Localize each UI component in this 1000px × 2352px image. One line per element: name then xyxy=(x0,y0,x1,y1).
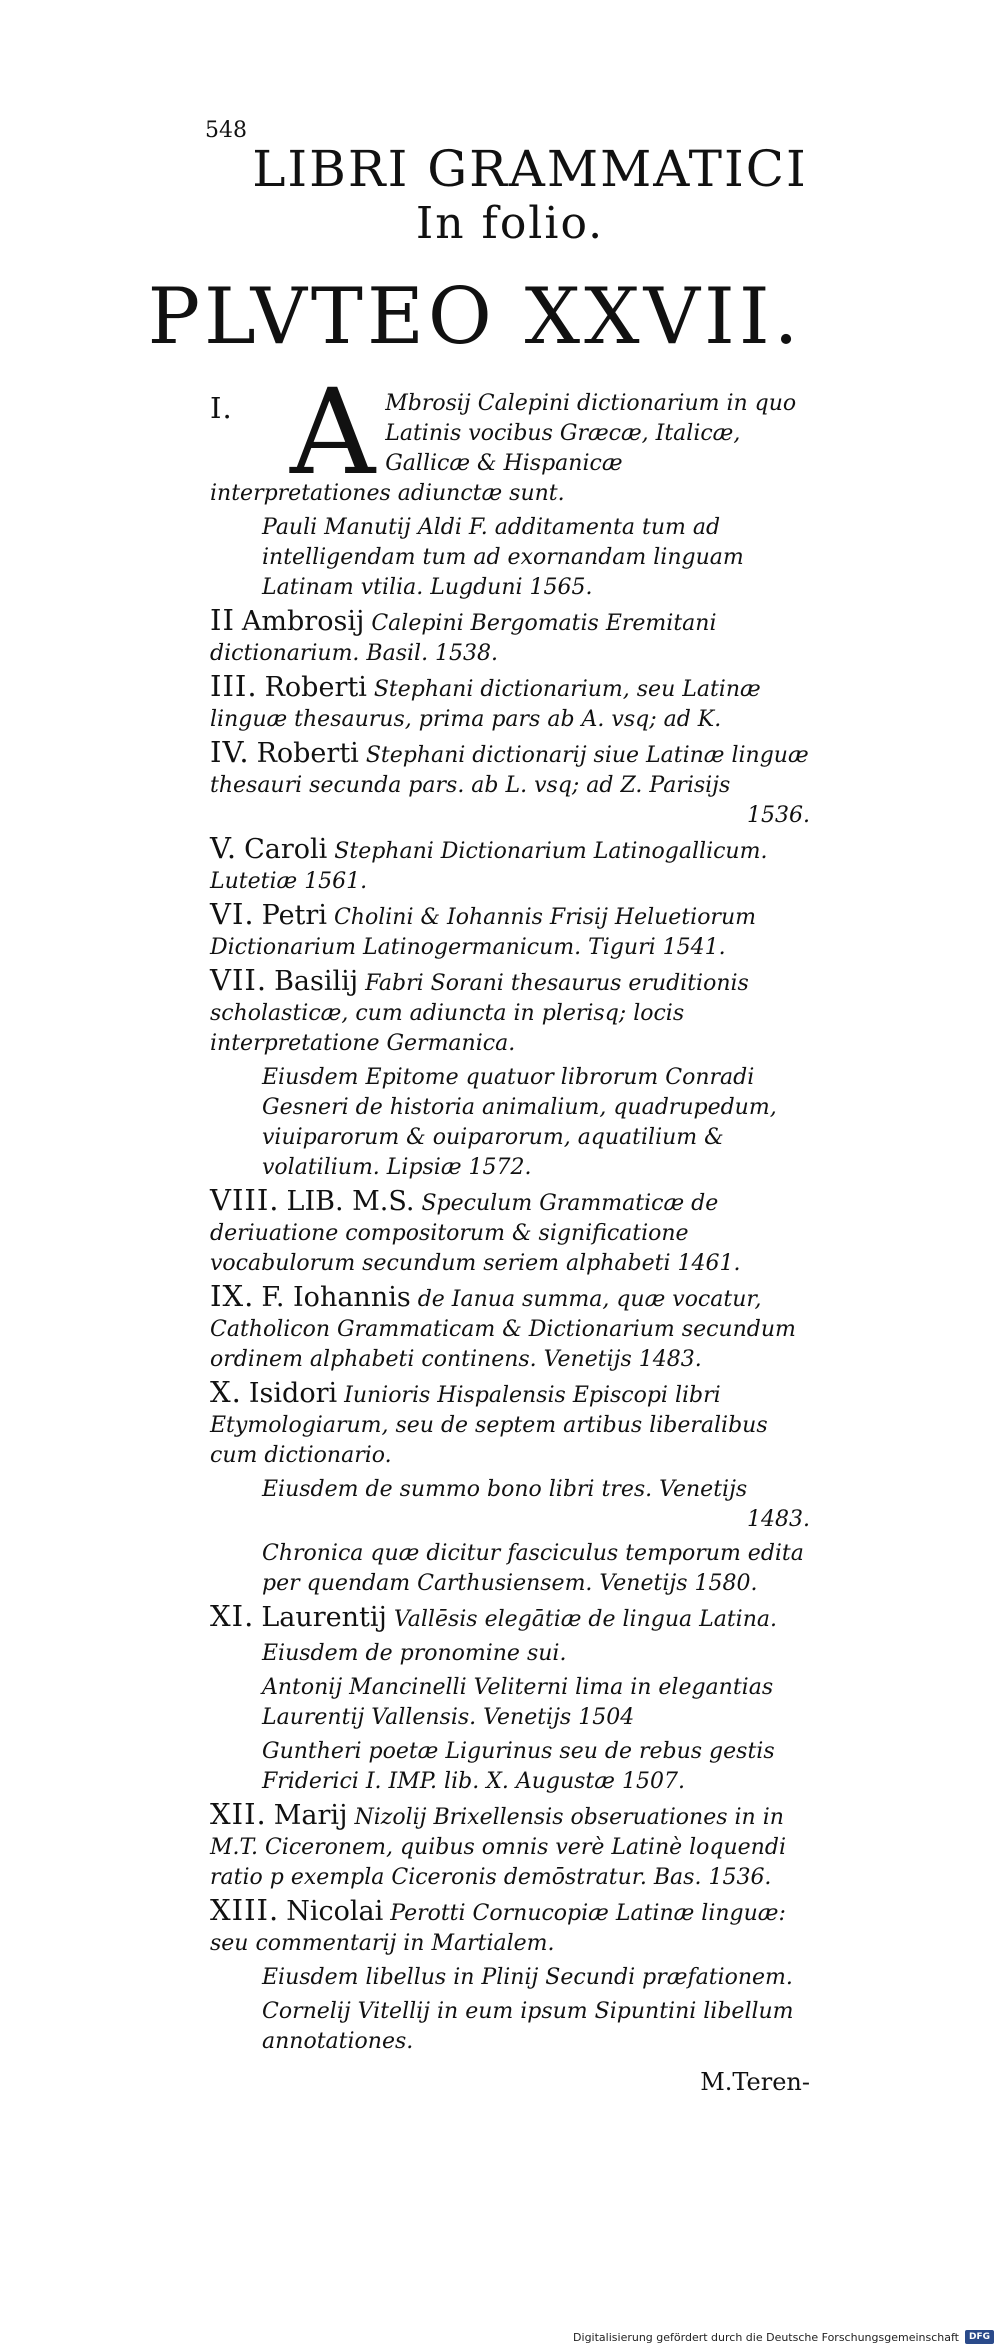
digitization-footer xyxy=(573,2330,994,2344)
sub-entry: Pauli Manutij Aldi F. additamenta tum ad intelligendam tum ad exornandam linguam Latinam vtilia. Lugduni 1565. xyxy=(262,515,744,600)
entry-text: Speculum Grammaticæ de deriuatione compositorum & significatione vocabulorum secundum seriem alphabeti 1461. xyxy=(210,1191,741,1276)
entry-number: VIII. xyxy=(210,1183,280,1217)
entry-author: Basilij xyxy=(274,966,359,997)
entry-number: III. xyxy=(210,669,258,703)
entry-text: Mbrosij Calepini dictionarium in quo Latinis vocibus Græcæ, Italicæ, Gallicæ & Hispanicæ interpretationes adiunctæ sunt. xyxy=(210,391,797,506)
entry-number: IX. xyxy=(210,1279,255,1313)
entry-author: Marij xyxy=(273,1800,348,1831)
catalogue-entry xyxy=(210,833,810,897)
catalogue-entry xyxy=(210,671,810,735)
catalogue-entry xyxy=(210,1601,810,1635)
sub-entry-text: Eiusdem de summo bono libri tres. Venetijs xyxy=(262,1477,748,1502)
sub-entry: Eiusdem Epitome quatuor librorum Conradi Gesneri de historia animalium, quadrupedum, viuiparorum & ouiparorum, aquatilium & volatilium. Lipsiæ 1572. xyxy=(262,1065,777,1180)
footer-text: Digitalisierung gefördert durch die Deutsche Forschungsgemeinschaft xyxy=(573,2330,959,2344)
dfg-logo-icon: DFG xyxy=(965,2330,994,2344)
catalogue-body xyxy=(210,363,810,2097)
drop-cap: A xyxy=(290,363,376,501)
entry-author: Roberti xyxy=(256,738,359,769)
entry-number: XII. xyxy=(210,1797,267,1831)
entry-author: Roberti xyxy=(264,672,367,703)
shelf-heading: PLVTEO XXVII. xyxy=(147,272,803,362)
catalogue-entry xyxy=(210,737,810,831)
sub-entry: Eiusdem libellus in Plinij Secundi præfationem. xyxy=(262,1965,793,1990)
entry-number: XI. xyxy=(210,1599,255,1633)
entry-author: F. Iohannis xyxy=(261,1282,411,1313)
entry-text: Stephani dictionarij siue Latinæ linguæ thesauri secunda pars. ab L. vsq; ad Z. Parisijs xyxy=(210,743,809,798)
entry-text: de Ianua summa, quæ vocatur, Catholicon Grammaticam & Dictionarium secundum ordinem alphabeti continens. Venetijs 1483. xyxy=(210,1287,796,1372)
entry-text: Iunioris Hispalensis Episcopi libri Etymologiarum, seu de septem artibus liberalibus cum dictionario. xyxy=(210,1383,768,1468)
catalogue-entry xyxy=(210,899,810,963)
entry-author: Laurentij xyxy=(261,1602,387,1633)
sub-entry: Antonij Mancinelli Veliterni lima in elegantias Laurentij Vallensis. Venetijs 1504 xyxy=(262,1675,774,1730)
format-subtitle: In folio. xyxy=(415,198,605,249)
entry-author: Isidori xyxy=(248,1378,338,1409)
catalogue-entry xyxy=(210,605,810,669)
entry-author: Caroli xyxy=(244,834,328,865)
catalogue-entry xyxy=(210,363,810,509)
entry-year: 1483. xyxy=(747,1507,810,1532)
entry-number: IV. xyxy=(210,735,250,769)
catchword: M.Teren- xyxy=(700,2068,810,2096)
entry-number: VI. xyxy=(210,897,255,931)
sub-entry: Cornelij Vitellij in eum ipsum Sipuntini libellum annotationes. xyxy=(262,1999,794,2054)
catalogue-entry xyxy=(210,1281,810,1375)
entry-number: II xyxy=(210,603,235,637)
entry-text: Vallēsis elegātiæ de lingua Latina. xyxy=(393,1607,777,1632)
entry-number: XIII. xyxy=(210,1893,280,1927)
sub-entry: Eiusdem de pronomine sui. xyxy=(262,1641,567,1666)
entry-author: Petri xyxy=(261,900,327,931)
entry-number: VII. xyxy=(210,963,268,997)
catalogue-entry xyxy=(210,965,810,1059)
entry-author: Ambrosij xyxy=(241,606,365,637)
page-number: 548 xyxy=(205,118,247,143)
section-title: LIBRI GRAMMATICI xyxy=(252,140,808,198)
catalogue-entry xyxy=(210,1799,810,1893)
entry-text: Stephani dictionarium, seu Latinæ linguæ thesaurus, prima pars ab A. vsq; ad K. xyxy=(210,677,761,732)
entry-year: 1536. xyxy=(747,803,810,828)
entry-number: V. xyxy=(210,831,238,865)
entry-number: I. xyxy=(210,391,233,425)
catalogue-entry xyxy=(210,1377,810,1471)
catalogue-entry xyxy=(210,1895,810,1959)
catalogue-entry xyxy=(210,1185,810,1279)
sub-entry: Chronica quæ dicitur fasciculus temporum edita per quendam Carthusiensem. Venetijs 1580. xyxy=(262,1541,804,1596)
entry-author: Nicolai xyxy=(286,1896,384,1927)
entry-text: Stephani Dictionarium Latinogallicum. Lutetiæ 1561. xyxy=(210,839,768,894)
entry-author: LIB. M.S. xyxy=(286,1186,415,1217)
entry-text: Fabri Sorani thesaurus eruditionis scholasticæ, cum adiuncta in plerisq; locis interpretatione Germanica. xyxy=(210,971,749,1056)
entry-text: Calepini Bergomatis Eremitani dictionarium. Basil. 1538. xyxy=(210,611,717,666)
entry-text: Nizolij Brixellensis obseruationes in in M.T. Ciceronem, quibus omnis verè Latinè loquendi ratio p exempla Ciceronis demōstratur. Bas. 1536. xyxy=(210,1805,786,1890)
sub-entry xyxy=(210,1475,810,1535)
sub-entry: Guntheri poetæ Ligurinus seu de rebus gestis Friderici I. IMP. lib. X. Augustæ 1507. xyxy=(262,1739,775,1794)
entry-number: X. xyxy=(210,1375,242,1409)
entry-text: Cholini & Iohannis Frisij Heluetiorum Dictionarium Latinogermanicum. Tiguri 1541. xyxy=(210,905,756,960)
entry-text: Perotti Cornucopiæ Latinæ linguæ: seu commentarij in Martialem. xyxy=(210,1901,786,1956)
